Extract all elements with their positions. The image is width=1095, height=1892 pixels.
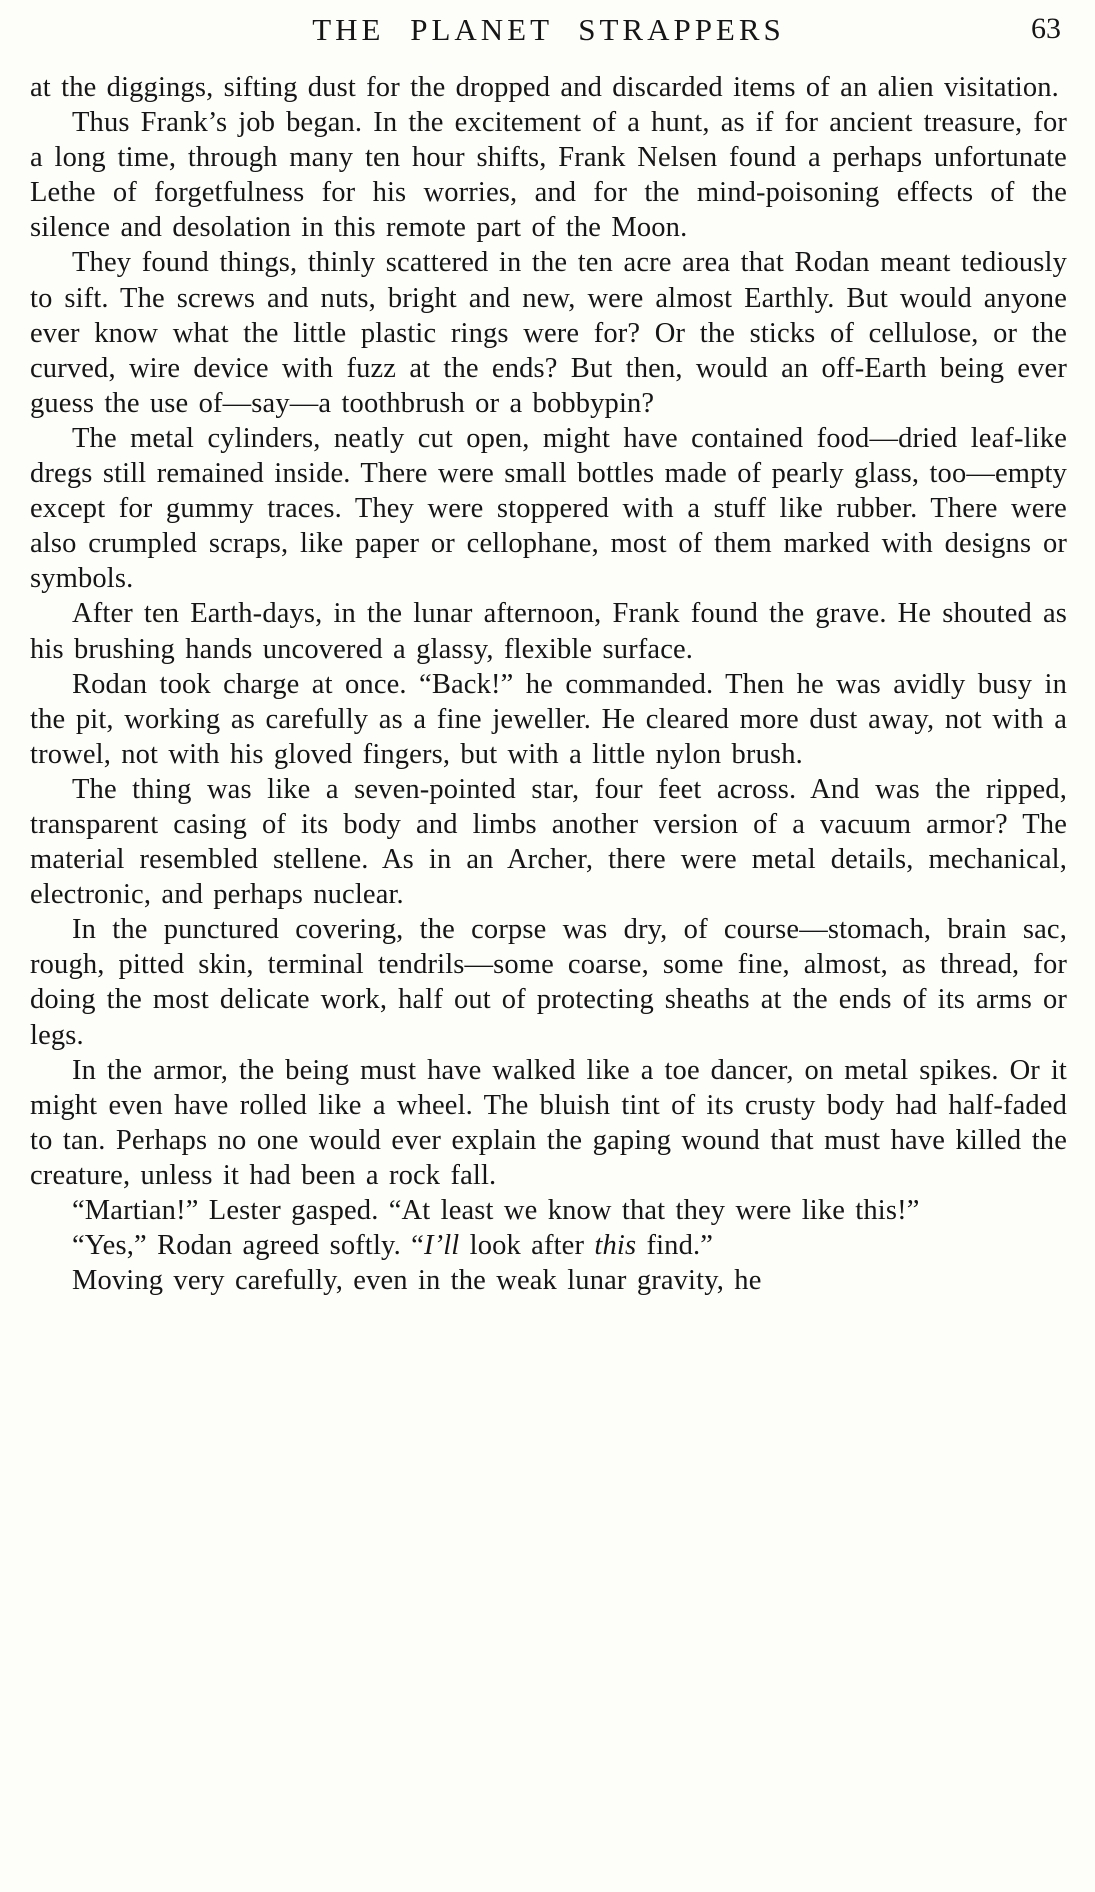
text-segment: at the diggings, sifting dust for the dropped and discarded items of an alien visitation. <box>30 72 1059 103</box>
page-header <box>30 12 1067 62</box>
text-segment: Moving very carefully, even in the weak lunar gravity, he <box>72 1265 762 1297</box>
paragraph <box>30 667 1067 772</box>
text-segment: “Martian!” Lester gasped. “At least we know that they were like this!” <box>72 1195 920 1226</box>
paragraph <box>30 596 1067 666</box>
paragraph <box>30 912 1067 1052</box>
italic-text-segment: I’ll <box>423 1230 460 1262</box>
text-segment: “Yes,” Rodan agreed softly. “ <box>72 1230 424 1262</box>
page-body <box>30 70 1067 1298</box>
text-segment: In the punctured covering, the corpse was dry, of course—stomach, brain sac, rough, pitted skin, terminal tendrils—some coarse, some fine, almost, as thread, for doing the most delicate work, half out of protecting sheaths at the ends of its arms or legs. <box>30 914 1067 1051</box>
paragraph <box>30 70 1067 105</box>
running-title: THE PLANET STRAPPERS <box>312 12 785 47</box>
text-segment: In the armor, the being must have walked like a toe dancer, on metal spikes. Or it might even have rolled like a wheel. The bluish tint of its crusty body had half-faded to tan. Perhaps no one would ever explain the gaping wound that must have killed the creature, unless it had been a rock fall. <box>30 1054 1067 1191</box>
text-segment: The thing was like a seven-pointed star, four feet across. And was the ripped, transparent casing of its body and limbs another version of a vacuum armor? The material resembled stellene. As in an Archer, there were metal details, mechanical, electronic, and perhaps nuclear. <box>30 773 1067 911</box>
paragraph <box>30 245 1067 420</box>
text-segment: Rodan took charge at once. “Back!” he commanded. Then he was avidly busy in the pit, working as carefully as a fine jeweller. He cleared more dust away, not with a trowel, not with his gloved fingers, but with a little nylon brush. <box>30 668 1067 770</box>
text-segment: Thus Frank’s job began. In the excitement of a hunt, as if for ancient treasure, for a long time, through many ten hour shifts, Frank Nelsen found a perhaps unfortunate Lethe of forgetfulness for his worries, and for the mind-poisoning effects of the silence and desolation in this remote part of the Moon. <box>30 107 1067 244</box>
paragraph <box>30 772 1067 912</box>
text-segment: look after <box>459 1230 595 1262</box>
paragraph <box>30 1053 1067 1193</box>
text-segment: After ten Earth-days, in the lunar afternoon, Frank found the grave. He shouted as his brushing hands uncovered a glassy, flexible surface. <box>30 598 1067 665</box>
paragraph <box>30 105 1067 245</box>
text-segment: They found things, thinly scattered in the ten acre area that Rodan meant tediously to sift. The screws and nuts, bright and new, were almost Earthly. But would anyone ever know what the little plastic rings were for? Or the sticks of cellulose, or the curved, wire device with fuzz at the ends? But then, would an off-Earth being ever guess the use of—say—a toothbrush or a bobbypin? <box>30 247 1067 419</box>
paragraph <box>30 1193 1067 1228</box>
text-segment: find.” <box>636 1230 714 1262</box>
page-number: 63 <box>1031 12 1061 45</box>
paragraph <box>30 1228 1067 1263</box>
text-segment: The metal cylinders, neatly cut open, might have contained food—dried leaf-like dregs still remained inside. There were small bottles made of pearly glass, too—empty except for gummy traces. They were stoppered with a stuff like rubber. There were also crumpled scraps, like paper or cellophane, most of them marked with designs or symbols. <box>30 422 1067 595</box>
italic-text-segment: this <box>594 1230 637 1262</box>
paragraph <box>30 1263 1067 1298</box>
paragraph <box>30 421 1067 596</box>
